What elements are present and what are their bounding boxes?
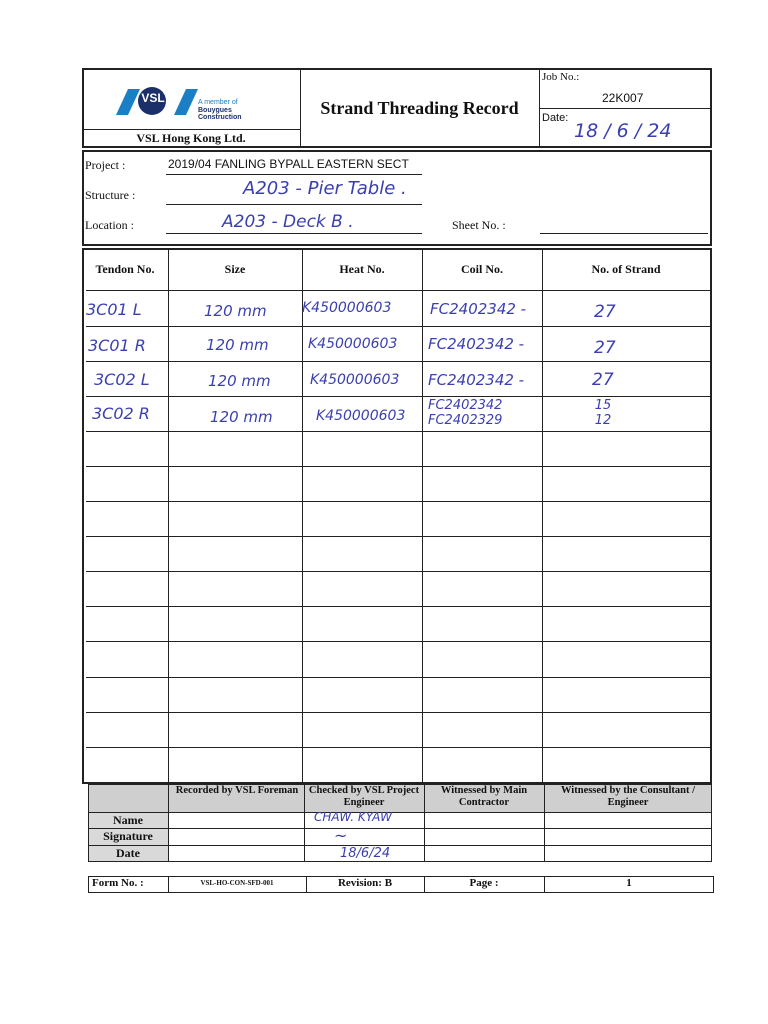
table-cell-strands: 15 12	[594, 398, 612, 428]
strand-table	[82, 248, 712, 784]
col-header-heat: Heat No.	[339, 262, 385, 276]
checked-by-date: 18/6/24	[340, 846, 391, 861]
col-header-tendon: Tendon No.	[95, 262, 155, 276]
signoff-header-consultant: Witnessed by the Consultant / Engineer	[561, 785, 695, 808]
signoff-row-date: Date	[116, 846, 140, 860]
table-cell-size: 120 mm	[206, 336, 269, 354]
form-no-label: Form No. :	[92, 877, 144, 889]
structure-label: Structure :	[85, 188, 136, 202]
table-column-divider	[422, 248, 423, 784]
table-cell-tendon: 3C01 L	[86, 300, 142, 319]
structure-value: A203 - Pier Table .	[243, 178, 407, 199]
table-cell-heat: K450000603	[310, 372, 400, 388]
table-column-divider	[542, 248, 543, 784]
table-row-divider	[86, 326, 712, 327]
signoff-row-name: Name	[113, 813, 143, 827]
signoff-header-recorded: Recorded by VSL Foreman	[175, 785, 299, 796]
table-row-divider	[86, 606, 712, 607]
table-cell-size: 120 mm	[208, 372, 271, 390]
logo-tagline-2: Bouygues Construction	[198, 107, 242, 121]
table-cell-strands: 27	[594, 302, 616, 322]
table-cell-size: 120 mm	[204, 302, 267, 320]
table-row-divider	[86, 501, 712, 502]
signoff-header-main-contractor: Witnessed by Main Contractor	[440, 785, 528, 808]
table-row-divider	[86, 361, 712, 362]
table-cell-strands: 27	[594, 338, 616, 358]
table-cell-tendon: 3C02 R	[92, 404, 150, 423]
table-column-divider	[302, 248, 303, 784]
page-label: Page :	[469, 877, 499, 889]
table-row-divider	[86, 677, 712, 678]
logo-tagline-1: A member of	[198, 99, 238, 106]
job-no-value: 22K007	[602, 91, 644, 105]
table-cell-coil: FC2402342 FC2402329	[428, 398, 503, 428]
col-header-size: Size	[224, 262, 246, 276]
table-cell-tendon: 3C02 L	[94, 370, 150, 389]
table-row-divider	[86, 641, 712, 642]
table-cell-strands: 27	[592, 370, 614, 390]
table-row-divider	[86, 712, 712, 713]
project-value: 2019/04 FANLING BYPALL EASTERN SECT	[168, 157, 409, 171]
date-label: Date:	[542, 112, 569, 124]
table-cell-coil: FC2402342 -	[430, 300, 527, 318]
table-row-divider	[86, 747, 712, 748]
col-header-strands: No. of Strand	[591, 262, 661, 276]
table-row-divider	[86, 466, 712, 467]
table-cell-heat: K450000603	[308, 336, 398, 352]
table-row-divider	[86, 396, 712, 397]
checked-by-signature: ~	[334, 826, 348, 845]
logo-text: VSL	[141, 91, 165, 105]
table-cell-coil: FC2402342 -	[428, 335, 525, 353]
location-label: Location :	[85, 218, 134, 232]
table-cell-tendon: 3C01 R	[88, 336, 146, 355]
form-title: Strand Threading Record	[320, 98, 519, 118]
table-row-divider	[86, 431, 712, 432]
table-cell-heat: K450000603	[316, 408, 406, 424]
table-column-divider	[168, 248, 169, 784]
date-value: 18 / 6 / 24	[574, 120, 672, 142]
location-value: A203 - Deck B .	[222, 212, 354, 232]
table-row-divider	[86, 536, 712, 537]
project-label: Project :	[85, 158, 126, 172]
vsl-logo	[106, 85, 276, 121]
table-cell-coil: FC2402342 -	[428, 371, 525, 389]
signoff-row-signature: Signature	[103, 829, 153, 843]
form-no-value: VSL-HO-CON-SFD-001	[200, 879, 274, 887]
table-row-divider	[86, 571, 712, 572]
revision: Revision: B	[337, 877, 393, 889]
company-name: VSL Hong Kong Ltd.	[136, 131, 246, 145]
checked-by-name: CHAW. KYAW	[314, 810, 393, 824]
page-value: 1	[626, 877, 632, 889]
sheet-no-label: Sheet No. :	[452, 218, 506, 232]
job-no-label: Job No.:	[542, 71, 580, 83]
table-row-divider	[86, 290, 712, 291]
table-cell-size: 120 mm	[210, 408, 273, 426]
col-header-coil: Coil No.	[461, 262, 503, 276]
table-cell-heat: K450000603	[302, 300, 392, 316]
signoff-header-checked: Checked by VSL Project Engineer	[308, 785, 420, 808]
